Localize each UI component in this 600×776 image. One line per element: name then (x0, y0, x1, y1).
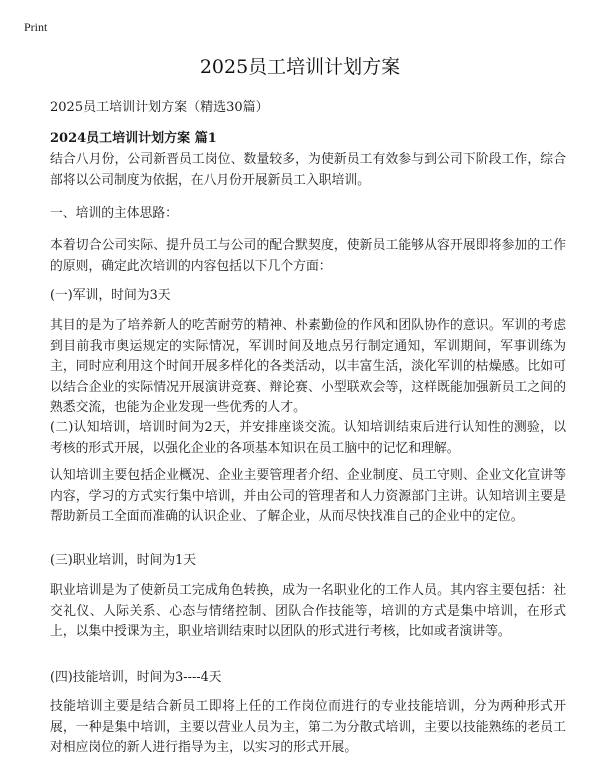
paragraph-military-heading: (一)军训，时间为3天 (50, 288, 171, 303)
paragraph-military-body: 其目的是为了培养新人的吃苦耐劳的精神、朴素勤俭的作风和团队协作的意识。军训的考虑到目前我市奥运规定的实际情况，军训时间及地点另行制定通知，军训期间，军事训练为主，同时应利用这个时间开展多样化的各类活动，以丰富生活，淡化军训的枯燥感。比如可以结合企业的实际情况开展演讲竞赛、辩论赛、小型联欢会等，这样既能加强新员工之间的熟悉交流，也能为企业发现一些优秀的人才。 (50, 318, 566, 415)
paragraph-intro: 结合八月份，公司新晋员工岗位、数量较多，为使新员工有效参与到公司下阶段工作，综合部将以公司制度为依据，在八月份开展新员工入职培训。 (50, 152, 566, 188)
paragraph-principle: 本着切合公司实际、提升员工与公司的配合默契度，使新员工能够从容开展即将参加的工作的原则，确定此次培训的内容包括以下几个方面： (50, 238, 566, 274)
paragraph-career-heading: (三)职业培训，时间为1天 (50, 553, 197, 568)
paragraph-cognitive-heading: (二)认知培训，培训时间为2天，并安排座谈交流。认知培训结束后进行认知性的测验，以考核的形式开展，以强化企业的各项基本知识在员工脑中的记忆和理解。 (50, 420, 566, 456)
section-heading: 2024员工培训计划方案 篇1 (50, 131, 217, 146)
document-title: 2025员工培训计划方案 (199, 56, 401, 78)
paragraph-skill-body: 技能培训主要是结合新员工即将上任的工作岗位而进行的专业技能培训，分为两种形式开展，一种是集中培训，主要以营业人员为主，第二为分散式培训，主要以技能熟练的老员工对相应岗位的新人进行指导为主，以实习的形式开展。 (50, 699, 566, 755)
document-subtitle: 2025员工培训计划方案（精选30篇） (50, 100, 269, 115)
paragraph-career-body: 职业培训是为了使新员工完成角色转换，成为一名职业化的工作人员。其内容主要包括：社交礼仪、人际关系、心态与情绪控制、团队合作技能等，培训的方式是集中培训，在形式上，以集中授课为主，职业培训结束时以团队的形式进行考核，比如或者演讲等。 (50, 583, 566, 639)
print-link[interactable]: Print (24, 20, 48, 34)
paragraph-skill-heading: (四)技能培训，时间为3----4天 (50, 670, 222, 685)
paragraph-cognitive-body: 认知培训主要包括企业概况、企业主要管理者介绍、企业制度、员工守则、企业文化宣讲等内容，学习的方式实行集中培训，并由公司的管理者和人力资源部门主讲。认知培训主要是帮助新员工全面而准确的认识企业、了解企业，从而尽快找准自己的企业中的定位。 (50, 468, 566, 524)
paragraph-section-one-heading: 一、培训的主体思路： (50, 206, 178, 221)
